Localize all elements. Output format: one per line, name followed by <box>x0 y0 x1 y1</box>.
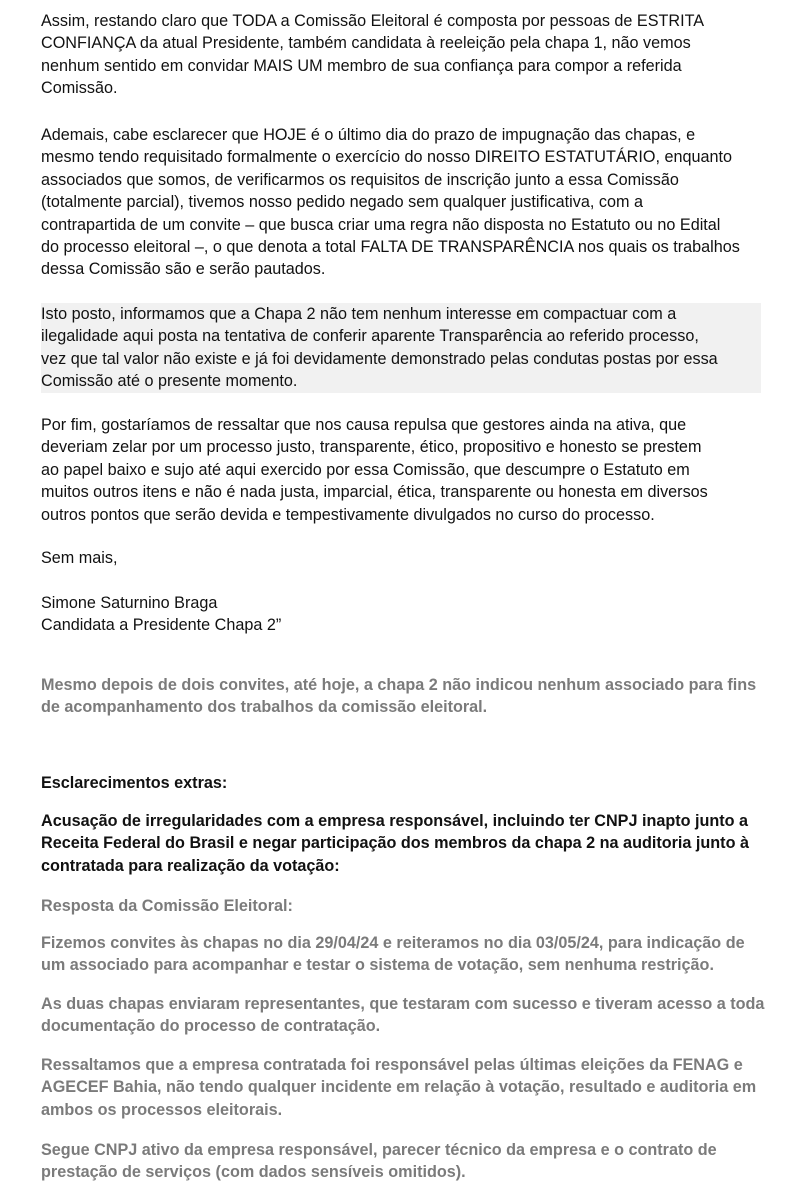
accusation-heading: Acusação de irregularidades com a empresa responsável, incluindo ter CNPJ inapto junto a Receita Federal do Brasil e negar participação dos membros da chapa 2 na auditoria junto à contratada para realização da votação: <box>41 812 749 875</box>
paragraph-chapa2-position: Isto posto, informamos que a Chapa 2 não tem nenhum interesse em compactuar com a ilegalidade aqui posta na tentativa de conferir aparente Transparência ao referido processo, vez que tal valor não existe e já foi devidamente demonstrado pelas condutas postas por essa Comissão até o presente momento. <box>41 303 761 393</box>
paragraph-commission-trust: Assim, restando claro que TODA a Comissão Eleitoral é composta por pessoas de ESTRITA CONFIANÇA da atual Presidente, também candidata à reeleição pela chapa 1, não vemos nenhum sentido em convidar MAIS UM membro de sua confiança para compor a referida Comissão. <box>41 12 705 98</box>
response-company-history: Ressaltamos que a empresa contratada foi responsável pelas últimas eleições da FENAG e AGECEF Bahia, não tendo qualquer incidente em relação à votação, resultado e auditoria em ambos os processos eleitorais. <box>41 1056 757 1119</box>
extras-heading: Esclarecimentos extras: <box>41 774 228 792</box>
response-attachments: Segue CNPJ ativo da empresa responsável, parecer técnico da empresa e o contrato de prestação de serviços (com dados sensíveis omitidos). <box>41 1141 717 1182</box>
response-heading: Resposta da Comissão Eleitoral: <box>41 897 293 915</box>
closing-line: Sem mais, <box>41 549 118 567</box>
paragraph-conclusion: Por fim, gostaríamos de ressaltar que nos causa repulsa que gestores ainda na ativa, que deveriam zelar por um processo justo, transparente, ético, propositivo e honesto se prestem ao papel baixo e sujo até aqui exercido por essa Comissão, que descumpre o Estatuto em muitos outros itens e não é nada justa, imparcial, ética, transparente ou honesta em diversos outros pontos que serão devida e tempestivamente divulgados no curso do processo. <box>41 416 708 524</box>
paragraph-deadline: Ademais, cabe esclarecer que HOJE é o último dia do prazo de impugnação das chapas, e mesmo tendo requisitado formalmente o exercício do nosso DIREITO ESTATUTÁRIO, enquanto associados que somos, de verificarmos os requisitos de inscrição junto a essa Comissão (totalmente parcial), tivemos nosso pedido negado sem qualquer justificativa, com a contrapartida de um convite – que busca criar uma regra não disposta no Estatuto ou no Edital do processo eleitoral –, o que denota a total FALTA DE TRANSPARÊNCIA nos quais os trabalhos dessa Comissão são e serão pautados. <box>41 126 740 279</box>
signature-block: Simone Saturnino Braga Candidata a Presidente Chapa 2” <box>41 594 282 635</box>
commission-note: Mesmo depois de dois convites, até hoje, a chapa 2 não indicou nenhum associado para fins de acompanhamento dos trabalhos da comissão eleitoral. <box>41 676 757 717</box>
response-representatives: As duas chapas enviaram representantes, que testaram com sucesso e tiveram acesso a toda documentação do processo de contratação. <box>41 995 765 1036</box>
response-invitations: Fizemos convites às chapas no dia 29/04/24 e reiteramos no dia 03/05/24, para indicação de um associado para acompanhar e testar o sistema de votação, sem nenhuma restrição. <box>41 934 745 975</box>
